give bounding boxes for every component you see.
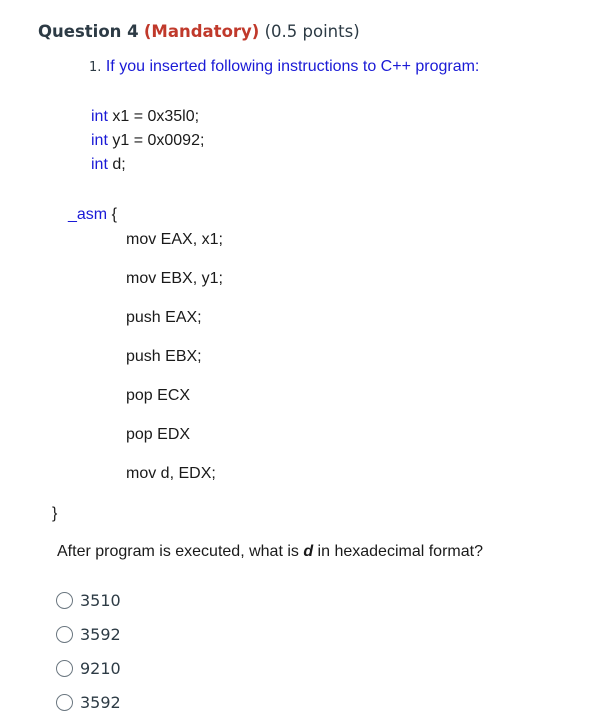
type-keyword: int [91,132,108,149]
radio-button[interactable] [56,592,73,609]
answer-option[interactable] [56,589,121,611]
type-keyword: int [91,156,108,173]
question-title: Question 4 [38,22,139,41]
instruction-line [89,58,479,76]
instruction-number: 1. [89,60,102,75]
type-keyword: int [91,108,108,125]
prompt-variable: d [303,543,314,560]
option-label[interactable]: 9210 [80,658,121,678]
question-header [38,22,360,41]
asm-open [68,206,117,224]
instruction-text: If you inserted following instructions to C++ program: [105,58,480,75]
points-label: (0.5 points) [264,22,360,41]
declaration-text: d; [107,156,126,173]
prompt-text: After program is executed, what is [57,543,304,560]
declaration-d [91,156,126,174]
asm-line: push EBX; [126,348,202,365]
question-prompt [57,543,483,561]
asm-open-brace: { [107,206,117,223]
asm-keyword: _asm [68,206,108,223]
asm-line: mov EAX, x1; [126,231,223,248]
answer-option[interactable] [56,657,121,679]
asm-line: pop EDX [126,426,191,443]
answer-option[interactable] [56,691,121,713]
radio-button[interactable] [56,626,73,643]
mandatory-label: (Mandatory) [143,22,260,41]
asm-line: mov EBX, y1; [126,270,223,287]
asm-line: pop ECX [126,387,191,404]
declaration-x1 [91,108,199,126]
declaration-text: y1 = 0x0092; [107,132,205,149]
prompt-text: in hexadecimal format? [313,543,483,560]
option-label[interactable]: 3510 [80,590,121,610]
radio-button[interactable] [56,694,73,711]
declaration-text: x1 = 0x35l0; [107,108,200,125]
asm-close-brace: } [52,505,58,522]
option-label[interactable]: 3592 [80,624,121,644]
answer-option[interactable] [56,623,121,645]
option-label[interactable]: 3592 [80,692,121,712]
radio-button[interactable] [56,660,73,677]
asm-line: mov d, EDX; [126,465,216,482]
asm-line: push EAX; [126,309,202,326]
declaration-y1 [91,132,204,150]
